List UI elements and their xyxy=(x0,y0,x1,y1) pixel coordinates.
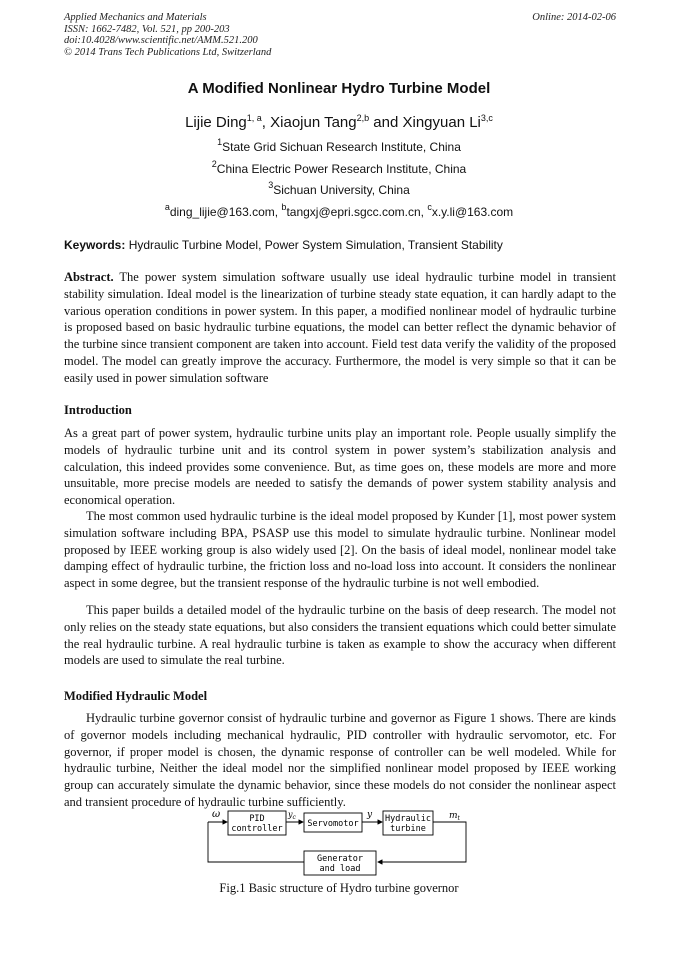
figure-caption: Fig.1 Basic structure of Hydro turbine governor xyxy=(219,881,459,895)
email-sup: a xyxy=(164,202,170,212)
author-name: Lijie Ding xyxy=(185,114,247,131)
journal-name: Applied Mechanics and Materials xyxy=(64,12,207,23)
email-link[interactable]: tangxj@epri.sgcc.com.cn xyxy=(286,205,421,219)
email-separator: , xyxy=(274,205,282,219)
author-sup: 3,c xyxy=(480,113,493,123)
email-list xyxy=(0,202,678,219)
journal-copyright: © 2014 Trans Tech Publications Ltd, Switzerland xyxy=(64,46,272,58)
author-sup: 2,b xyxy=(356,113,370,123)
affiliation-text: State Grid Sichuan Research Institute, China xyxy=(222,140,461,154)
paragraph: Hydraulic turbine governor consist of hydraulic turbine and governor as Figure 1 shows. There are kinds of governor models including mechanical hydraulic, PID controller with hydraulic servomotor, etc. For governor, if proper model is chosen, the dynamic response of controller can be well modeled. While for hydraulic turbine, Neither the ideal model nor the simplified nonlinear model proposed by IEEE working group can accurately simulate the dynamic behavior, since these models do not consider the nonlinear aspect and transient procedure of hydraulic turbine sufficiently. xyxy=(64,711,616,809)
email-separator: , xyxy=(420,205,428,219)
pid-label: PID xyxy=(249,814,265,824)
author-list xyxy=(0,113,678,131)
author-name: Xiaojun Tang xyxy=(270,114,357,131)
email-link[interactable]: ding_lijie@163.com xyxy=(169,205,275,219)
section-heading-modified-model: Modified Hydraulic Model xyxy=(64,689,208,703)
pid-sublabel: controller xyxy=(231,824,283,834)
abstract xyxy=(64,269,616,387)
paragraph: As a great part of power system, hydraulic turbine units play an important role. People usually simplify the models of hydraulic turbine unit and its control system in power system’s stabilization analysis and calculation, this indeed provides some convenience. But, as time goes on, these models are more and more unsuitable, more precise models are needed to satisfy the demands of power system stability analysis and economical operation. xyxy=(64,426,616,508)
governor-block-diagram xyxy=(200,806,480,878)
keywords-label: Keywords: xyxy=(64,238,126,252)
turbine-label: Hydraulic xyxy=(384,814,432,824)
affiliation xyxy=(0,137,678,154)
affiliation xyxy=(0,180,678,197)
journal-issn: ISSN: 1662-7482, Vol. 521, pp 200-203 xyxy=(64,23,230,35)
paragraph: This paper builds a detailed model of the hydraulic turbine on the basis of deep research. The model not only relies on the steady state equations, but also considers the transient equations which could better simulate the real hydraulic turbine. A real hydraulic turbine is taken as example to show the accuracy when different models are used to simulate the real turbine. xyxy=(64,603,616,668)
paragraph: The most common used hydraulic turbine is the ideal model proposed by Kunder [1], most power system simulation software including BPA, PSASP use this model to simulate hydraulic turbine. Nonlinear model proposed by IEEE working group is also widely used [2]. On the basis of ideal model, nonlinear model take damping effect of hydraulic turbine, the friction loss and no-load loss into account. It considers the nonlinear aspect in some degree, but the transient response of the hydraulic turbine is not well embodied. xyxy=(64,509,616,591)
affiliation-sup: 1 xyxy=(217,137,223,147)
email-link[interactable]: x.y.li@163.com xyxy=(431,205,514,219)
abstract-text: The power system simulation software usually use ideal hydraulic turbine model in transient stability simulation. Ideal model is the linearization of turbine steady state equation, it can hardly adapt to the various operation conditions in power system. In this paper, a modified nonlinear model of hydraulic turbine is proposed based on basic hydraulic turbine equations, the model can better reflect the dynamic behavior of the turbine since transient component are taken into account. Field test data verify the validity of the proposed model. The model can greatly improve the accuracy. Furthermore, the model is very simple so that it can be easily used in power simulation software xyxy=(64,270,617,385)
generator-label: Generator xyxy=(316,854,364,864)
email-sup: c xyxy=(427,202,432,212)
journal-doi: doi:10.4028/www.scientific.net/AMM.521.200 xyxy=(64,35,258,46)
generator-sublabel: and load xyxy=(319,864,361,874)
yc-label: $y_c$ xyxy=(288,810,296,821)
keywords-text: Hydraulic Turbine Model, Power System Simulation, Transient Stability xyxy=(128,238,503,252)
omega-label: ω xyxy=(212,809,221,820)
affiliation-sup: 3 xyxy=(268,180,274,190)
affiliation xyxy=(0,159,678,176)
servomotor-label: Servomotor xyxy=(307,819,359,829)
abstract-label: Abstract. xyxy=(64,270,114,284)
mt-label: $m_t$ xyxy=(449,811,460,822)
author-separator: and xyxy=(369,114,403,131)
email-sup: b xyxy=(281,202,287,212)
paper-title: A Modified Nonlinear Hydro Turbine Model xyxy=(187,80,491,97)
section-heading-introduction: Introduction xyxy=(64,403,132,417)
author-sup: 1, a xyxy=(246,113,262,123)
journal-header xyxy=(64,12,616,58)
keywords xyxy=(64,238,616,252)
author-name: Xingyuan Li xyxy=(402,114,481,131)
y-label: y xyxy=(367,810,373,820)
online-date: Online: 2014-02-06 xyxy=(532,12,616,23)
affiliation-sup: 2 xyxy=(211,159,217,169)
turbine-sublabel: turbine xyxy=(390,824,426,834)
affiliation-text: Sichuan University, China xyxy=(273,183,410,197)
affiliation-text: China Electric Power Research Institute, China xyxy=(216,162,467,176)
author-separator: , xyxy=(261,114,271,131)
